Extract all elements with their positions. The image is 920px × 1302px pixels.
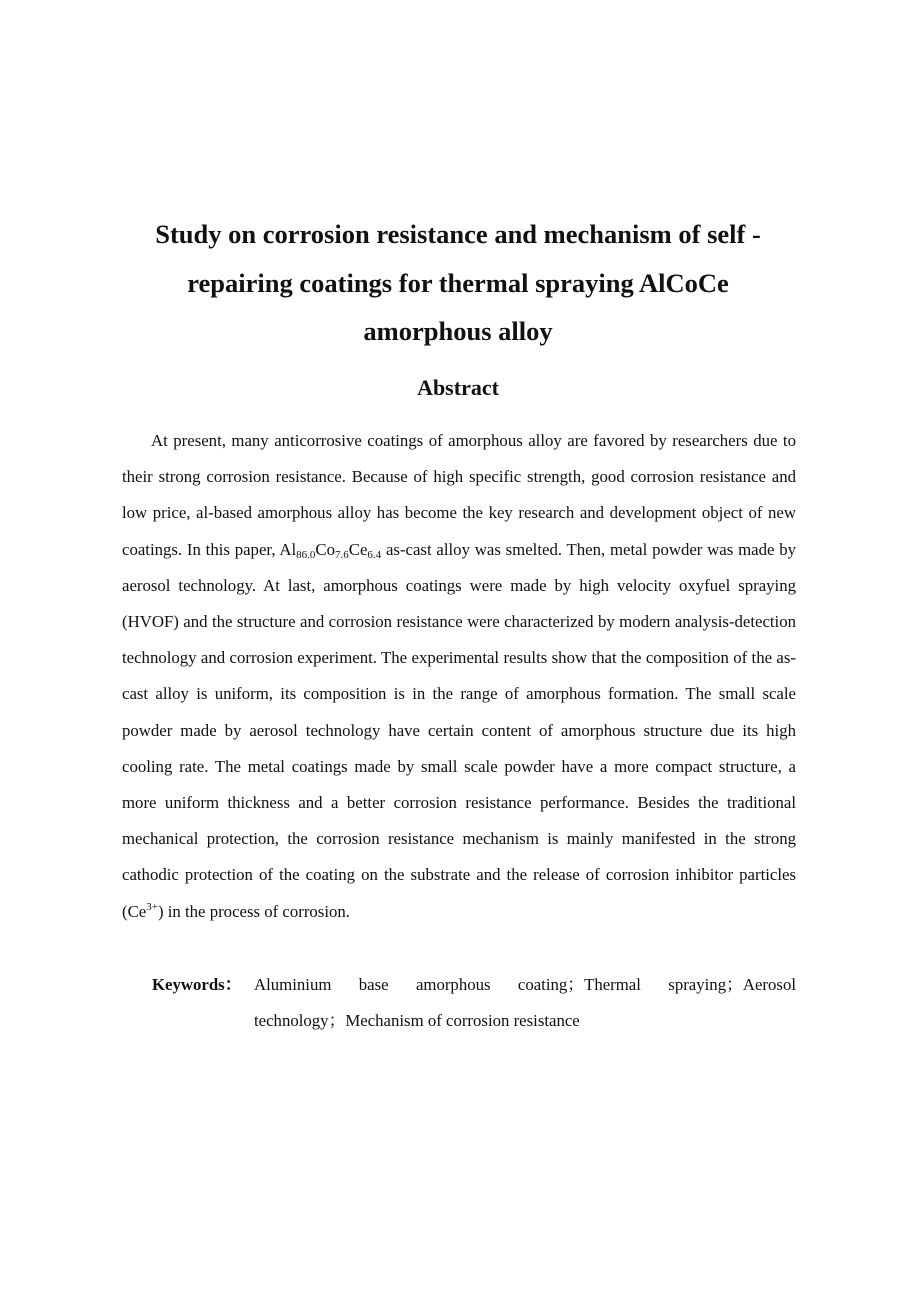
- abstract-text-part-2: as-cast alloy was smelted. Then, metal powder was made by aerosol technology. At last, amorphous coatings were made by high velocity oxyfuel spraying (HVOF) and the structure and corrosion resistance were characterized by modern analysis-detection technology and corrosion experiment. The experimental results show that the composition of the as-cast alloy is uniform, its composition is in the range of amorphous formation. The small scale powder made by aerosol technology have certain content of amorphous structure due its high cooling rate. The metal coatings made by small scale powder have a more compact structure, a more uniform thickness and a better corrosion resistance performance. Besides the traditional mechanical protection, the corrosion resistance mechanism is mainly manifested in the strong cathodic protection of the coating on the substrate and the release of corrosion inhibitor particles (: [122, 539, 796, 921]
- alloy-formula: [279, 540, 381, 559]
- paper-title: [120, 210, 796, 356]
- ion-charge: 3+: [146, 900, 158, 913]
- ion-symbol: Ce: [127, 901, 147, 921]
- title-line-2: repairing coatings for thermal spraying AlCoCe: [187, 267, 729, 298]
- abstract-heading: Abstract: [417, 375, 499, 400]
- keywords-label: Keywords：: [152, 975, 242, 994]
- alloy-subscript-ce: 6.4: [367, 548, 382, 561]
- alloy-element-ce: Ce: [348, 539, 368, 559]
- title-line-3: amorphous alloy: [363, 316, 553, 346]
- keywords-block: [152, 967, 796, 1039]
- alloy-subscript-co: 7.6: [335, 548, 349, 561]
- abstract-text-part-3: ) in the process of corrosion.: [157, 901, 350, 921]
- keywords-list: Aluminium base amorphous coating；Thermal spraying；Aerosol technology；Mechanism of corrosion resistance: [254, 975, 796, 1031]
- abstract-paragraph: [122, 423, 796, 930]
- alloy-element-co: Co: [315, 539, 336, 559]
- alloy-subscript-al: 86.0: [296, 548, 316, 561]
- alloy-element-al: Al: [279, 539, 297, 559]
- abstract-text-part-1: At present, many anticorrosive coatings of amorphous alloy are favored by researchers due to their strong corrosion resistance. Because of high specific strength, good corrosion resistance and low price, al-based amorphous alloy has become the key research and development object of new coatings. In this paper,: [122, 431, 796, 559]
- title-line-1: Study on corrosion resistance and mechanism of self -: [155, 219, 761, 249]
- cerium-ion: [128, 902, 158, 921]
